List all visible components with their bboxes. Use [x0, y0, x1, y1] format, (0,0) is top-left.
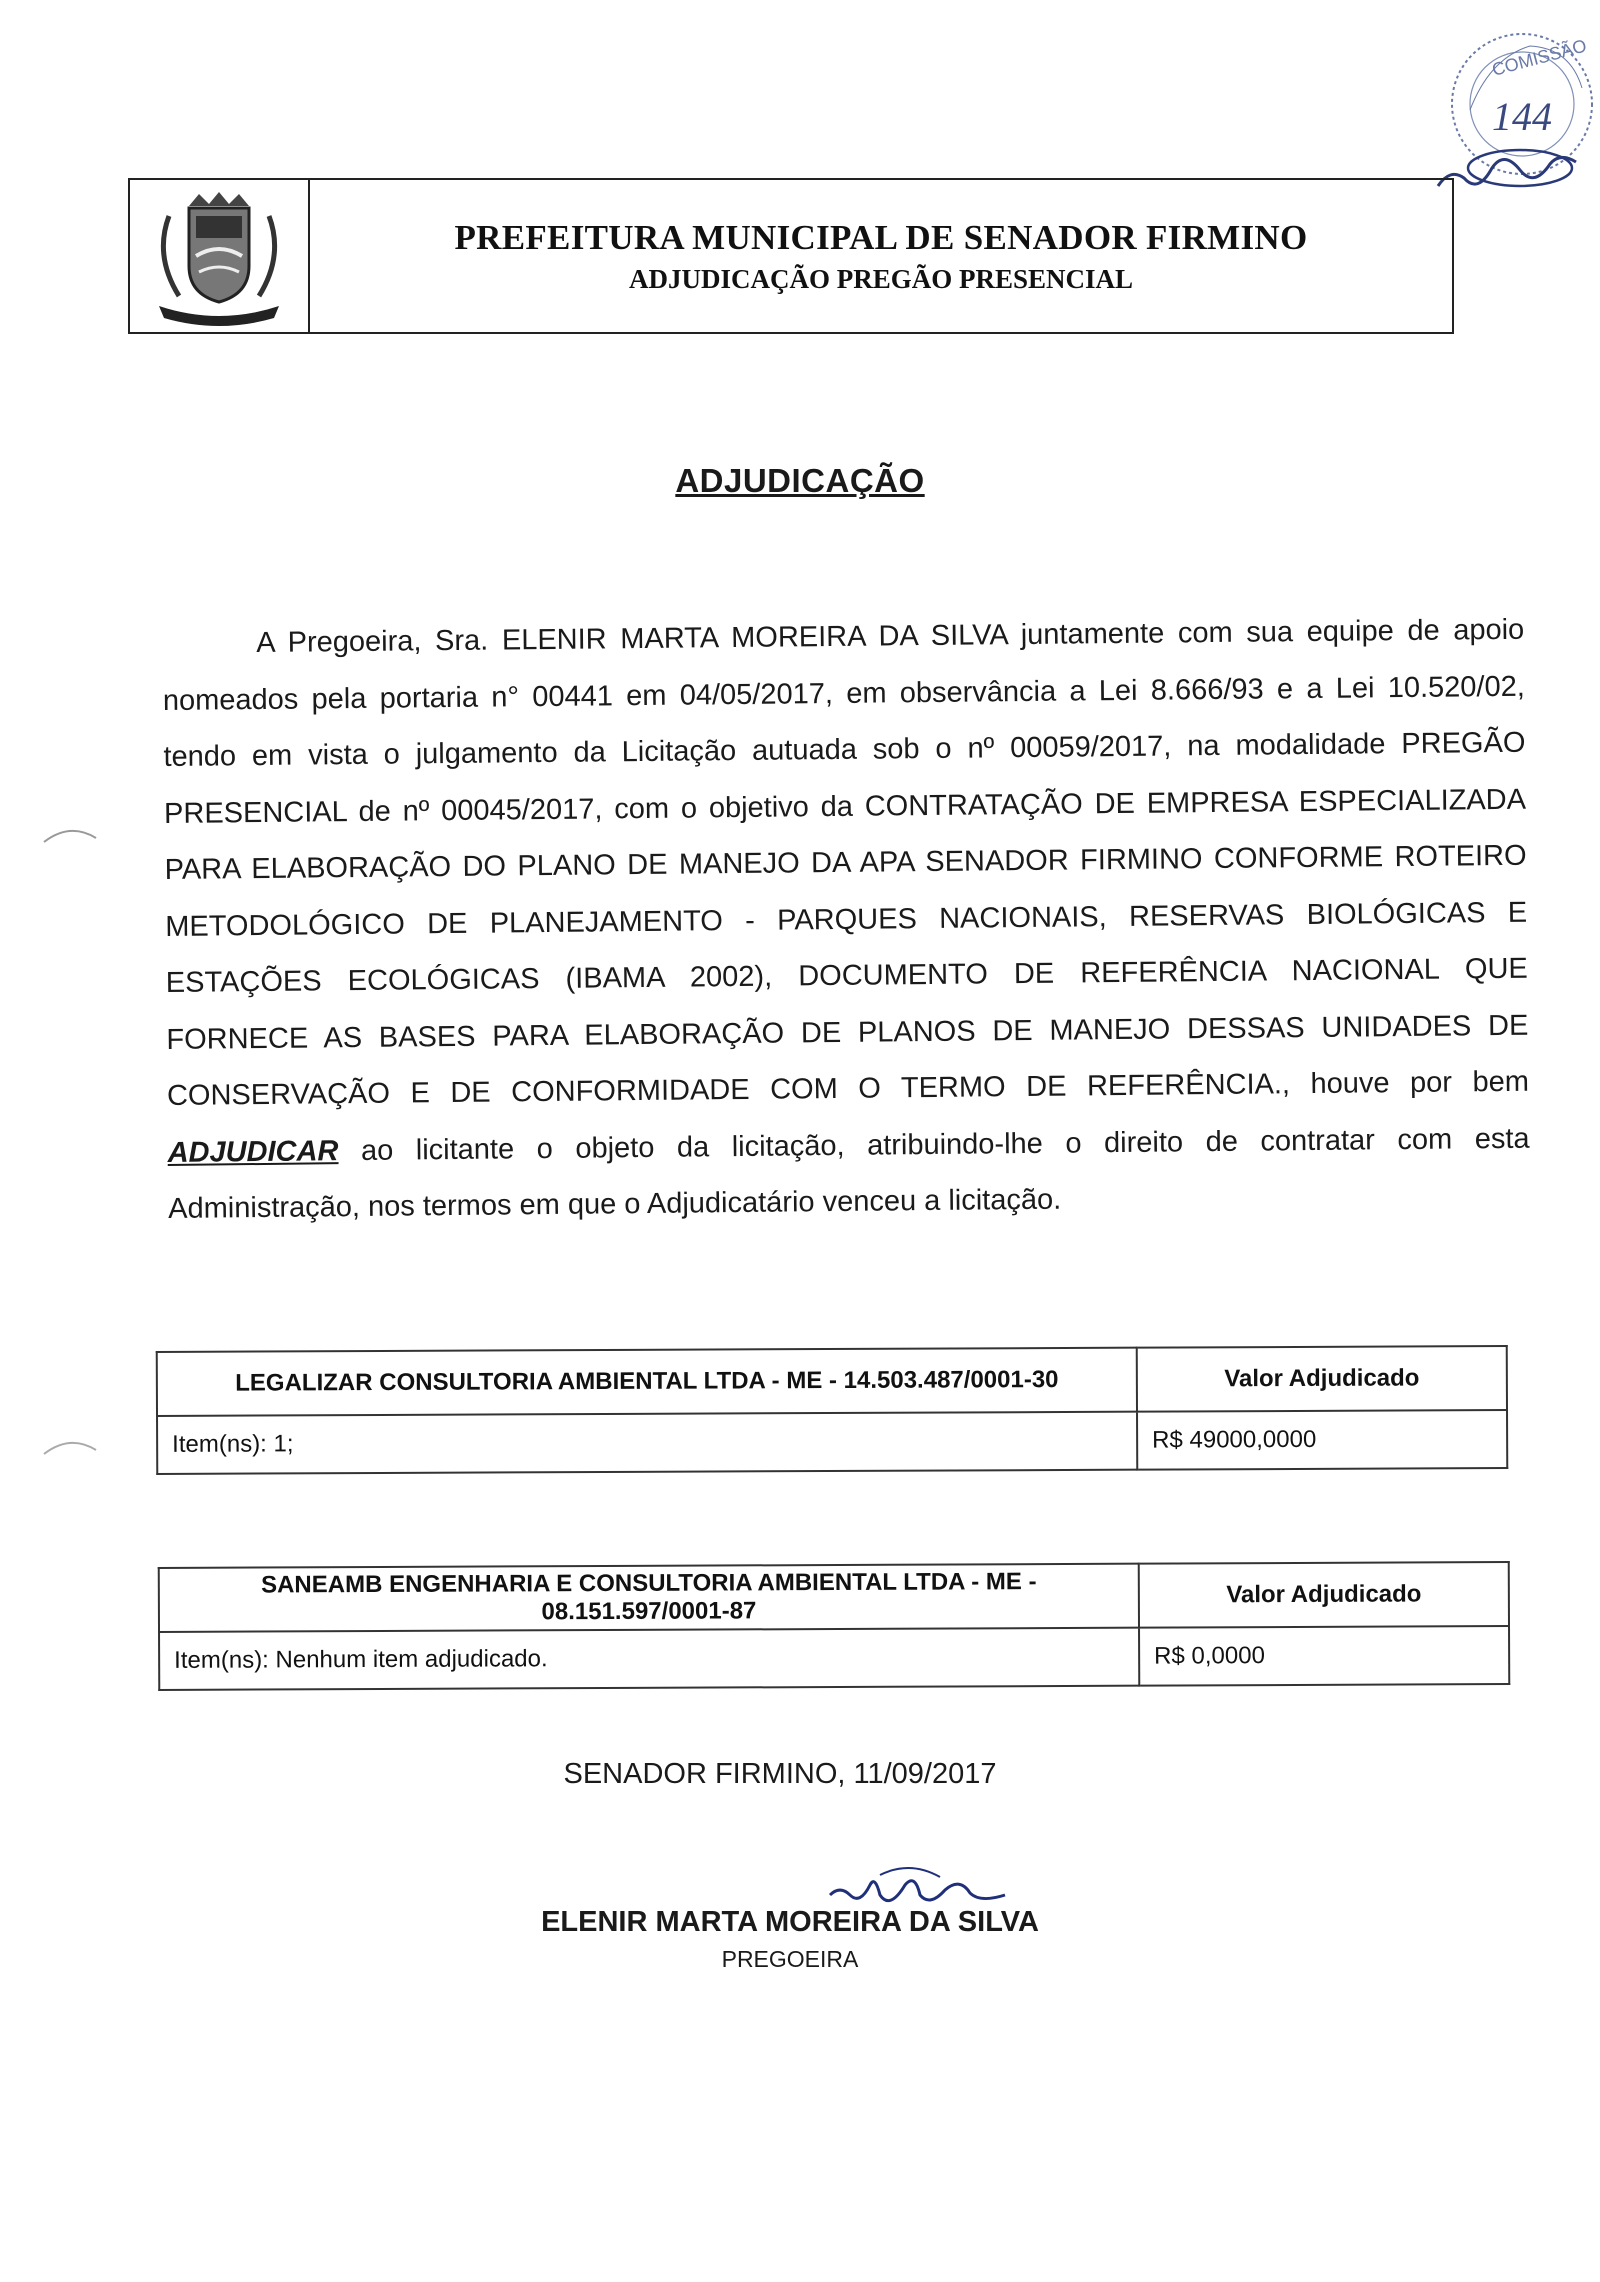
svg-text:COMISSÃO: COMISSÃO	[1489, 35, 1589, 80]
letterhead	[128, 178, 1454, 334]
adjudication-paragraph	[162, 602, 1530, 1238]
awarded-value: R$ 0,0000	[1139, 1626, 1509, 1686]
value-header: Valor Adjudicado	[1139, 1562, 1509, 1628]
commission-stamp-icon	[1430, 18, 1598, 198]
awardee-company: SANEAMB ENGENHARIA E CONSULTORIA AMBIENTAL LTDA - ME - 08.151.597/0001-87	[159, 1564, 1139, 1632]
stamp-number: 144	[1492, 94, 1552, 139]
paragraph-text-end: ao licitante o objeto da licitação, atribuindo-lhe o direito de contratar com esta Administração, nos termos em que o Adjudicatário venceu a licitação.	[168, 1122, 1530, 1225]
award-table	[156, 1345, 1509, 1475]
document-title: ADJUDICAÇÃO	[675, 462, 925, 499]
awarded-items: Item(ns): 1;	[157, 1412, 1137, 1474]
signer-name: ELENIR MARTA MOREIRA DA SILVA	[541, 1906, 1039, 1938]
municipal-coat-of-arms-icon	[144, 186, 294, 326]
adjudicar-emphasis: ADJUDICAR	[167, 1134, 339, 1169]
awarded-value: R$ 49000,0000	[1137, 1410, 1507, 1470]
place-and-date: SENADOR FIRMINO, 11/09/2017	[563, 1758, 997, 1790]
value-header: Valor Adjudicado	[1137, 1346, 1507, 1412]
document-type-subtitle: ADJUDICAÇÃO PREGÃO PRESENCIAL	[628, 263, 1134, 294]
awarded-items: Item(ns): Nenhum item adjudicado.	[159, 1628, 1139, 1690]
award-table	[158, 1561, 1511, 1691]
paragraph-text-start: A Pregoeira, Sra. ELENIR MARTA MOREIRA DA SILVA juntamente com sua equipe de apoio nomeados pela portaria n° 00441 em 04/05/2017, em observância a Lei 8.666/93 e a Lei 10.520/02, tendo em vista o julgamento da Licitação autuada sob o nº 00059/2017, na modalidade PREGÃO PRESENCIAL de nº 00045/2017, com o objetivo da CONTRATAÇÃO DE EMPRESA ESPECIALIZADA PARA ELABORAÇÃO DO PLANO DE MANEJO DA APA SENADOR FIRMINO CONFORME ROTEIRO METODOLÓGICO DE PLANEJAMENTO - PARQUES NACIONAIS, RESERVAS BIOLÓGICAS E ESTAÇÕES ECOLÓGICAS (IBAMA 2002), DOCUMENTO DE REFERÊNCIA NACIONAL QUE FORNECE AS BASES PARA ELABORAÇÃO DE PLANOS DE MANEJO DESSAS UNIDADES DE CONSERVAÇÃO E DE CONFORMIDADE COM O TERMO DE REFERÊNCIA., houve por bem	[162, 613, 1530, 1112]
scan-margin-mark	[40, 1432, 100, 1462]
crest-cell	[130, 180, 310, 332]
municipality-title: PREFEITURA MUNICIPAL DE SENADOR FIRMINO	[454, 217, 1308, 257]
signer-role: PREGOEIRA	[721, 1946, 859, 1972]
scan-margin-mark	[40, 820, 100, 850]
awardee-company: LEGALIZAR CONSULTORIA AMBIENTAL LTDA - ME - 14.503.487/0001-30	[157, 1348, 1137, 1416]
letterhead-text	[310, 180, 1452, 332]
